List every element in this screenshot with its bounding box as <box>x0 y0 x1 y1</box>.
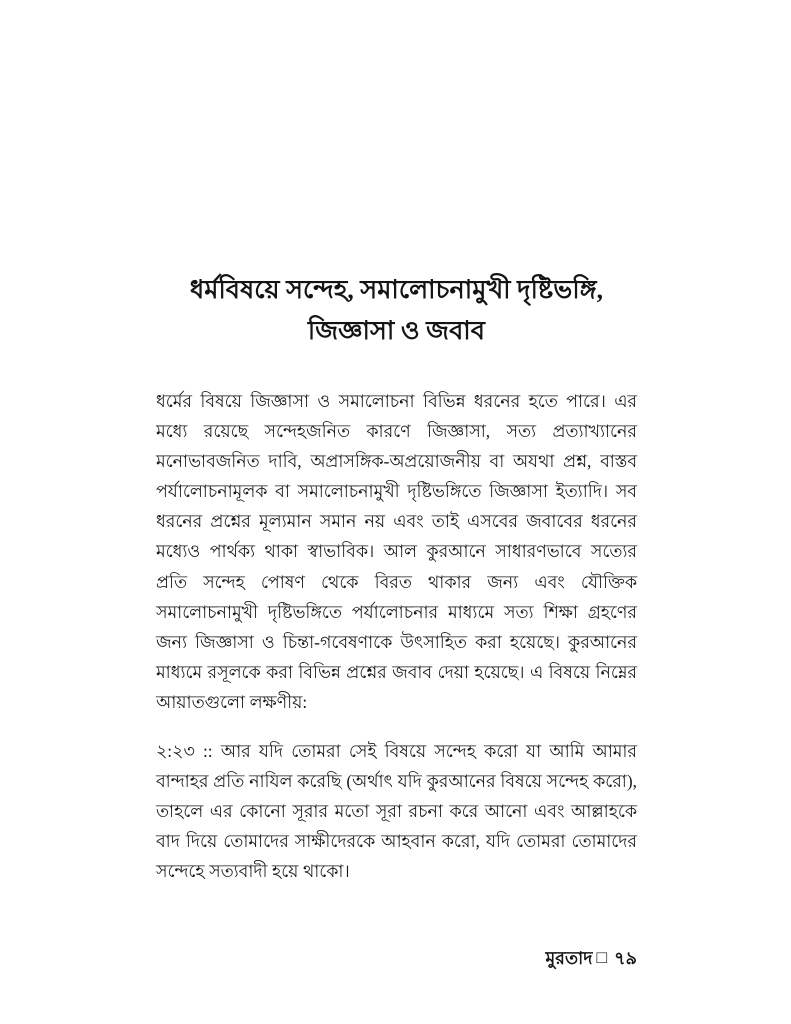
footer-page-number: ৭৯ <box>614 948 637 968</box>
chapter-title <box>156 269 637 352</box>
chapter-title-line-2: জিজ্ঞাসা ও জবাব <box>307 316 486 346</box>
page-content-column <box>156 0 637 1024</box>
body-text-block <box>156 386 637 887</box>
body-paragraph-quran-verse: ২:২৩ :: আর যদি তোমরা সেই বিষয়ে সন্দেহ করো যা আমি আমার বান্দাহর প্রতি নাযিল করেছি (অর্থাৎ যদি কুরআনের বিষয়ে সন্দেহ করো), তাহলে এর কোনো সূরার মতো সূরা রচনা করে আনো এবং আল্লাহকে বাদ দিয়ে তোমাদের সাক্ষীদেরকে আহবান করো, যদি তোমরা তোমাদের সন্দেহে সত্যবাদী হয়ে থাকো। <box>156 741 637 882</box>
footer-book-name: মুরতাদ <box>545 948 593 968</box>
footer-separator-icon: □ <box>596 947 608 967</box>
page-footer <box>156 948 637 969</box>
body-paragraph-intro: ধর্মের বিষয়ে জিজ্ঞাসা ও সমালোচনা বিভিন্ন ধরনের হতে পারে। এর মধ্যে রয়েছে সন্দেহজনিত কারণে জিজ্ঞাসা, সত্য প্রত্যাখ্যানের মনোভাবজনিত দাবি, অপ্রাসঙ্গিক-অপ্রয়োজনীয় বা অযথা প্রশ্ন, বাস্তব পর্যালোচনামূলক বা সমালোচনামুখী দৃষ্টিভঙ্গিতে জিজ্ঞাসা ইত্যাদি। সব ধরনের প্রশ্নের মূল্যমান সমান নয় এবং তাই এসবের জবাবের ধরনের মধ্যেও পার্থক্য থাকা স্বাভাবিক। আল কুরআনে সাধারণভাবে সত্যের প্রতি সন্দেহ পোষণ থেকে বিরত থাকার জন্য এবং যৌক্তিক সমালোচনামুখী দৃষ্টিভঙ্গিতে পর্যালোচনার মাধ্যমে সত্য শিক্ষা গ্রহণের জন্য জিজ্ঞাসা ও চিন্তা-গবেষণাকে উৎসাহিত করা হয়েছে। কুরআনের মাধ্যমে রসূলকে করা বিভিন্ন প্রশ্নের জবাব দেয়া হয়েছে। এ বিষয়ে নিম্নের আয়াতগুলো লক্ষণীয়: <box>156 391 637 712</box>
chapter-title-line-1: ধর্মবিষয়ে সন্দেহ, সমালোচনামুখী দৃষ্টিভঙ্গি, <box>189 275 604 305</box>
